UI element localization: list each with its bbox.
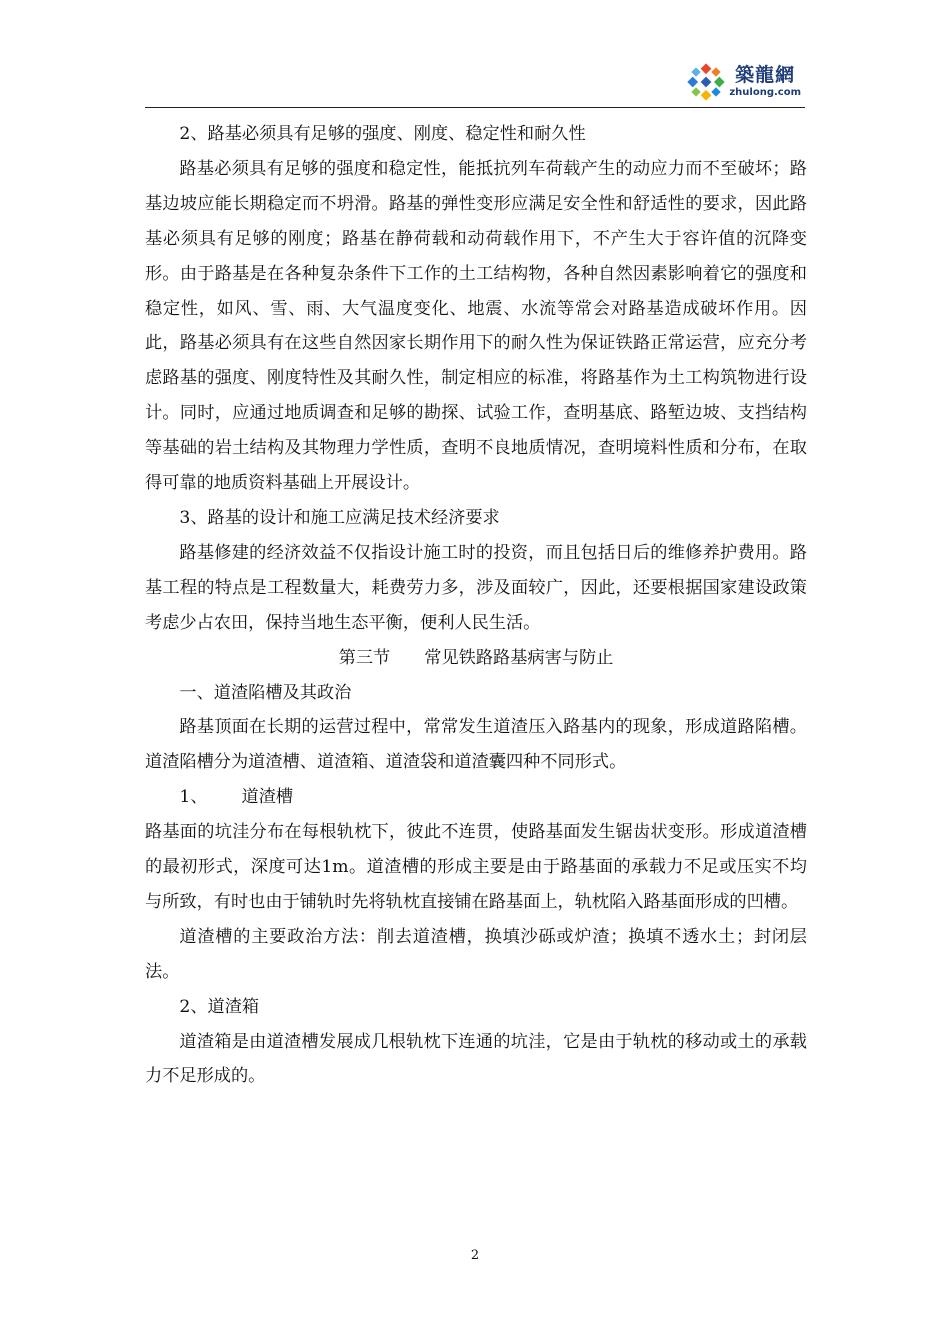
section-title: [145, 641, 807, 676]
zhulong-logo: [687, 62, 801, 102]
section-3-heading: 3、路基的设计和施工应满足技术经济要求: [179, 507, 500, 528]
header-rule: [145, 107, 805, 108]
item-1-method-paragraph: 道渣槽的主要政治方法：削去道渣槽，换填沙砾或炉渣；换填不透水土；封闭层法。: [145, 926, 807, 982]
document-body: [145, 117, 807, 1094]
section-2-paragraph: 路基必须具有足够的强度和稳定性，能抵抗列车荷载产生的动应力而不至破坏；路基边坡应能长期稳定而不坍滑。路基的弹性变形应满足安全性和舒适性的要求，因此路基必须具有足够的刚度；路基在静荷载和动荷载作用下，不产生大于容许值的沉降变形。由于路基是在各种复杂条件下工作的土工结构物，各种自然因素影响着它的强度和稳定性，如风、雪、雨、大气温度变化、地震、水流等常会对路基造成破坏作用。因此，路基必须具有在这些自然因家长期作用下的耐久性为保证铁路正常运营，应充分考虑路基的强度、刚度特性及其耐久性，制定相应的标准，将路基作为土工构筑物进行设计。同时，应通过地质调查和足够的勘探、试验工作，查明基底、路堑边坡、支挡结构等基础的岩土结构及其物理力学性质，查明不良地质情况，查明境料性质和分布，在取得可靠的地质资料基础上开展设计。: [145, 158, 807, 494]
section-3-paragraph: 路基修建的经济效益不仅指设计施工时的投资，而且包括日后的维修养护费用。路基工程的特点是工程数量大，耗费劳力多，涉及面较广，因此，还要根据国家建设政策考虑少占农田，保持当地生态平衡，便利人民生活。: [145, 542, 807, 633]
section-2-heading: 2、路基必须具有足够的强度、刚度、稳定性和耐久性: [179, 124, 586, 144]
zhulong-logo-icon: [687, 63, 725, 101]
logo-chinese-text: 築龍網: [735, 64, 796, 86]
item-1-heading: [145, 780, 807, 815]
logo-domain-text: zhulong.com: [729, 87, 801, 98]
section-title-text: 常见铁路路基病害与防止: [424, 647, 614, 668]
page-header: [145, 60, 805, 108]
item-1-number: 1、: [179, 787, 208, 808]
page-number: 2: [470, 1248, 480, 1263]
item-2-paragraph: 道渣箱是由道渣槽发展成几根轨枕下连通的坑洼，它是由于轨枕的移动或土的承载力不足形成的。: [145, 1031, 807, 1087]
item-2-heading: 2、道渣箱: [179, 996, 260, 1017]
section-title-number: 第三节: [338, 647, 391, 668]
subsection-1-heading: 一、道渣陷槽及其政治: [179, 682, 352, 703]
item-1-title: 道渣槽: [241, 787, 294, 808]
subsection-1-paragraph: 路基顶面在长期的运营过程中，常常发生道渣压入路基内的现象，形成道路陷槽。道渣陷槽分为道渣槽、道渣箱、道渣袋和道渣囊四种不同形式。: [145, 717, 807, 773]
item-1-paragraph: 路基面的坑洼分布在每根轨枕下，彼此不连贯，使路基面发生锯齿状变形。形成道渣槽的最初形式，深度可达1m。道渣槽的形成主要是由于路基面的承载力不足或压实不均与所致，有时也由于铺轨时先将轨枕直接铺在路基面上，轨枕陷入路基面形成的凹槽。: [145, 822, 807, 912]
